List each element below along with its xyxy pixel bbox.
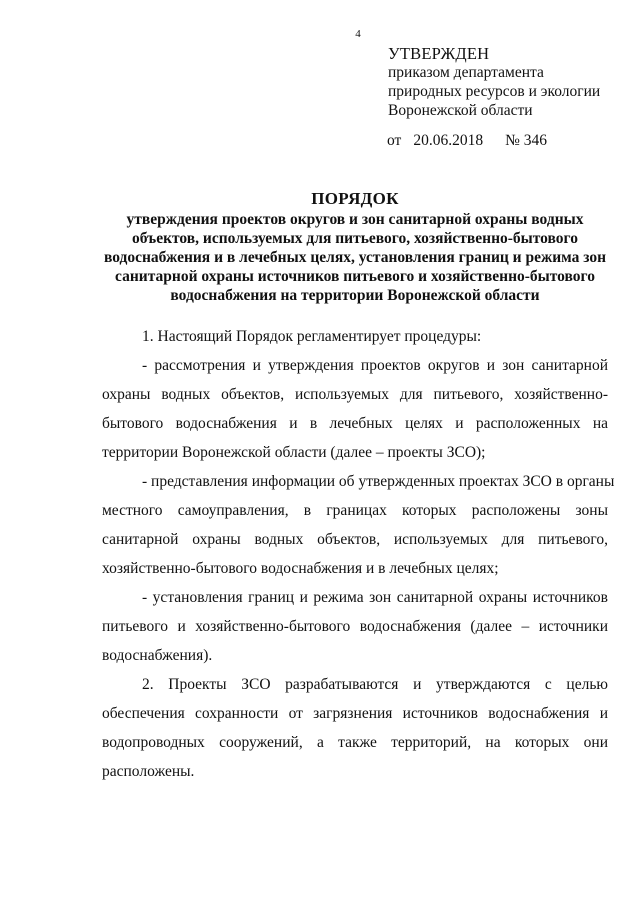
paragraph-line: территории Воронежской области (далее – проекты ЗСО);: [102, 444, 486, 461]
subtitle-line: объектов, используемых для питьевого, хозяйственно-бытового: [132, 230, 578, 247]
page-number: 4: [355, 28, 361, 40]
paragraph-line: 1. Настоящий Порядок регламентирует процедуры:: [142, 328, 482, 345]
approval-line-1: приказом департамента: [388, 64, 544, 81]
paragraph-line: обеспечения сохранности от загрязнения источников водоснабжения и: [102, 705, 608, 722]
subtitle-line: санитарной охраны источников питьевого и хозяйственно-бытового: [115, 268, 595, 285]
paragraph-line: - рассмотрения и утверждения проектов округов и зон санитарной: [142, 357, 608, 374]
paragraph-3: [102, 467, 615, 583]
approval-date: 20.06.2018: [413, 132, 484, 149]
approval-date-line: [387, 132, 547, 150]
paragraph-line: местного самоуправления, в границах которых расположены зоны: [102, 502, 608, 519]
document-subtitle: [100, 210, 610, 305]
paragraph-line: санитарной охраны водных объектов, используемых для питьевого,: [102, 531, 608, 548]
order-number: № 346: [505, 132, 547, 149]
subtitle-line: водоснабжения на территории Воронежской области: [170, 287, 540, 304]
paragraph-line: расположены.: [102, 763, 195, 780]
approval-line-2: природных ресурсов и экологии: [388, 83, 601, 100]
approval-line-3: Воронежской области: [388, 102, 533, 119]
paragraph-line: водоснабжения).: [102, 647, 213, 664]
document-body: [102, 322, 615, 786]
paragraph-line: - установления границ и режима зон санитарной охраны источников: [142, 589, 608, 606]
subtitle-line: утверждения проектов округов и зон санитарной охраны водных: [126, 211, 584, 228]
paragraph-5: [102, 670, 608, 786]
approval-stamp: [388, 44, 600, 120]
paragraph-2: [102, 351, 608, 467]
paragraph-line: водопроводных сооружений, а также территорий, на которых они: [102, 734, 608, 751]
paragraph-4: [102, 583, 608, 670]
approved-heading: УТВЕРЖДЕН: [388, 44, 490, 63]
paragraph-line: питьевого и хозяйственно-бытового водоснабжения (далее – источники: [102, 618, 608, 635]
paragraph-line: - представления информации об утвержденных проектах ЗСО в органы: [142, 473, 615, 490]
date-prefix: от: [387, 132, 402, 149]
paragraph-line: охраны водных объектов, используемых для питьевого, хозяйственно-: [102, 386, 608, 403]
document-title: ПОРЯДОК: [311, 189, 399, 208]
paragraph-line: бытового водоснабжения и в лечебных целях и расположенных на: [102, 415, 608, 432]
paragraph-1: [102, 322, 608, 351]
subtitle-line: водоснабжения и в лечебных целях, установления границ и режима зон: [103, 249, 607, 266]
document-title-block: [100, 188, 610, 305]
paragraph-line: 2. Проекты ЗСО разрабатываются и утверждаются с целью: [142, 676, 608, 693]
paragraph-line: хозяйственно-бытового водоснабжения и в лечебных целях;: [102, 560, 499, 577]
